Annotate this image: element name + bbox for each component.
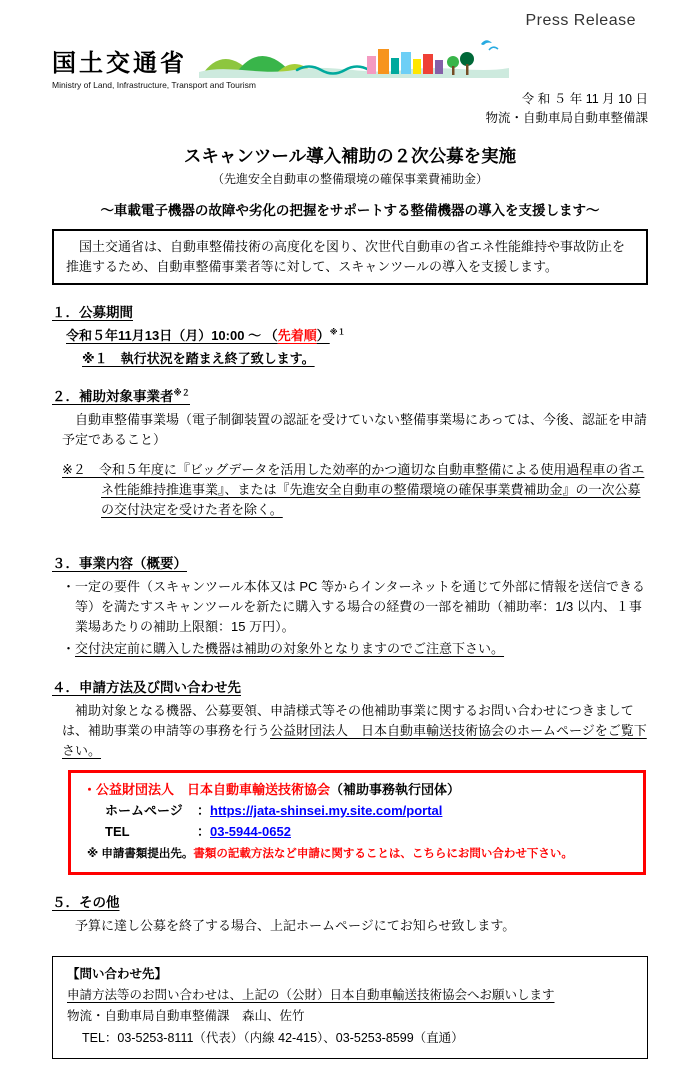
other-text: 予算に達し公募を終了する場合、上記ホームページにてお知らせ致します。: [75, 917, 516, 933]
ministry-logo-text: 国土交通省: [52, 50, 187, 77]
association-contact-box: [68, 770, 646, 875]
section-application-period: [52, 301, 648, 369]
contact-box-title: 【問い合わせ先】: [67, 966, 168, 981]
overview-bullet-1: [62, 577, 648, 637]
ministry-contact-box: [52, 956, 648, 1059]
submission-note: [83, 845, 631, 863]
section-5-heading: ５．その他: [52, 894, 120, 910]
tel-label: TEL: [105, 823, 130, 839]
section-other: [52, 891, 648, 936]
section-program-overview: [52, 552, 648, 660]
application-method-prefix: 補助対象となる機器、公募要領、申請様式等その他補助事業に関するお問い合わせにつきましては、補助事業の申請等の事務を行う: [62, 702, 634, 738]
homepage-line: [83, 801, 631, 822]
section-4-heading: ４．申請方法及び問い合わせ先: [52, 679, 241, 695]
note-1: ※１ 執行状況を踏まえ終了致します。: [82, 351, 315, 367]
issuing-department: 物流・自動車局自動車整備課: [485, 111, 648, 126]
bullet-marker: ・: [62, 641, 76, 657]
submission-note-prefix: ※ 申請書類提出先。: [87, 848, 194, 861]
note-2-ref: ※２: [173, 387, 190, 398]
issue-date: 令 和 ５ 年 11 月 10 日: [521, 92, 648, 106]
overview-bullet-1-text: 一定の要件（スキャンツール本体又は PC 等からインターネットを通じて外部に情報を送信できる等）を満たすスキャンツールを新たに購入する場合の経費の一部を補助（補助率：1/3 以内、１事業場あたりの補助上限額：15 万円）。: [75, 579, 645, 635]
tagline: ～車載電子機器の故障や劣化の把握をサポートする整備機器の導入を支援します～: [100, 202, 600, 218]
ministry-logo: [52, 34, 648, 78]
note-1-ref: ※１: [329, 327, 346, 337]
association-name-line: [83, 780, 631, 801]
summary-text: 国土交通省は、自動車整備技術の高度化を図り、次世代自動車の省エネ性能維持や事故防止を推進するため、自動車整備事業者等に対して、スキャンツールの導入を支援します。: [66, 238, 626, 274]
homepage-separator: ：: [197, 802, 211, 818]
overview-bullet-2: [62, 639, 648, 659]
main-title: スキャンツール導入補助の２次公募を実施: [183, 145, 517, 166]
section-application-method: [52, 676, 648, 875]
section-2-heading: [52, 385, 648, 405]
first-come-first-served-label: 先着順: [277, 328, 317, 344]
note-2: ※２ 令和５年度に『ビッグデータを活用した効率的かつ適切な自動車整備による使用過程車の省エネ性能維持推進事業』、または『先進安全自動車の整備環境の確保事業費補助金』の一次公募の交付決定を受けた者を除く。: [62, 461, 645, 517]
period-text: 令和５年11月13日（月）10:00 ～ （: [66, 328, 278, 344]
section-1-heading: １．公募期間: [52, 305, 133, 321]
bullet-marker: ・: [62, 579, 76, 595]
contact-line-department: 物流・自動車局自動車整備課 森山、佐竹: [67, 1009, 305, 1024]
homepage-label: ホームページ: [105, 802, 183, 818]
press-release-label: Press Release: [525, 12, 636, 29]
association-role: （補助事務執行団体）: [330, 782, 461, 797]
section-3-heading: ３．事業内容（概要）: [52, 556, 187, 572]
application-method-text: [62, 701, 648, 761]
application-period-line: [62, 326, 648, 346]
homepage-link[interactable]: https://jata-shinsei.my.site.com/portal: [210, 802, 443, 818]
section-eligible-businesses: [52, 385, 648, 520]
date-block: [52, 90, 648, 129]
contact-line-association: 申請方法等のお問い合わせは、上記の（公財）日本自動車輸送技術協会へお願いします: [67, 988, 555, 1003]
tel-separator: ：: [197, 823, 211, 839]
submission-note-red: 書類の記載方法など申請に関することは、こちらにお問い合わせ下さい。: [193, 848, 573, 861]
association-name: ・公益財団法人 日本自動車輸送技術協会: [83, 782, 331, 797]
contact-line-tel: TEL：03-5253-8111（代表）（内線 42-415）、03-5253-8599（直通）: [82, 1030, 464, 1045]
eligible-businesses-text: 自動車整備事業場（電子制御装置の認証を受けていない整備事業場にあっては、今後、認証を申請予定であること）: [62, 412, 647, 448]
subtitle: （先進安全自動車の整備環境の確保事業費補助金）: [211, 171, 488, 186]
tel-link[interactable]: 03-5944-0652: [210, 823, 291, 839]
association-homepage-reference: 公益財団法人 日本自動車輸送技術協会のホームページをご覧下さい。: [62, 722, 647, 758]
ministry-name-en: Ministry of Land, Infrastructure, Transport and Tourism: [52, 80, 256, 90]
tel-line: [83, 822, 631, 843]
cityscape-illustration: [199, 34, 509, 78]
section-2-heading-text: ２．補助対象事業者: [52, 389, 174, 405]
summary-box: [52, 229, 648, 285]
period-close: ）: [316, 328, 330, 344]
overview-bullet-2-text: 交付決定前に購入した機器は補助の対象外となりますのでご注意下さい。: [75, 641, 505, 657]
